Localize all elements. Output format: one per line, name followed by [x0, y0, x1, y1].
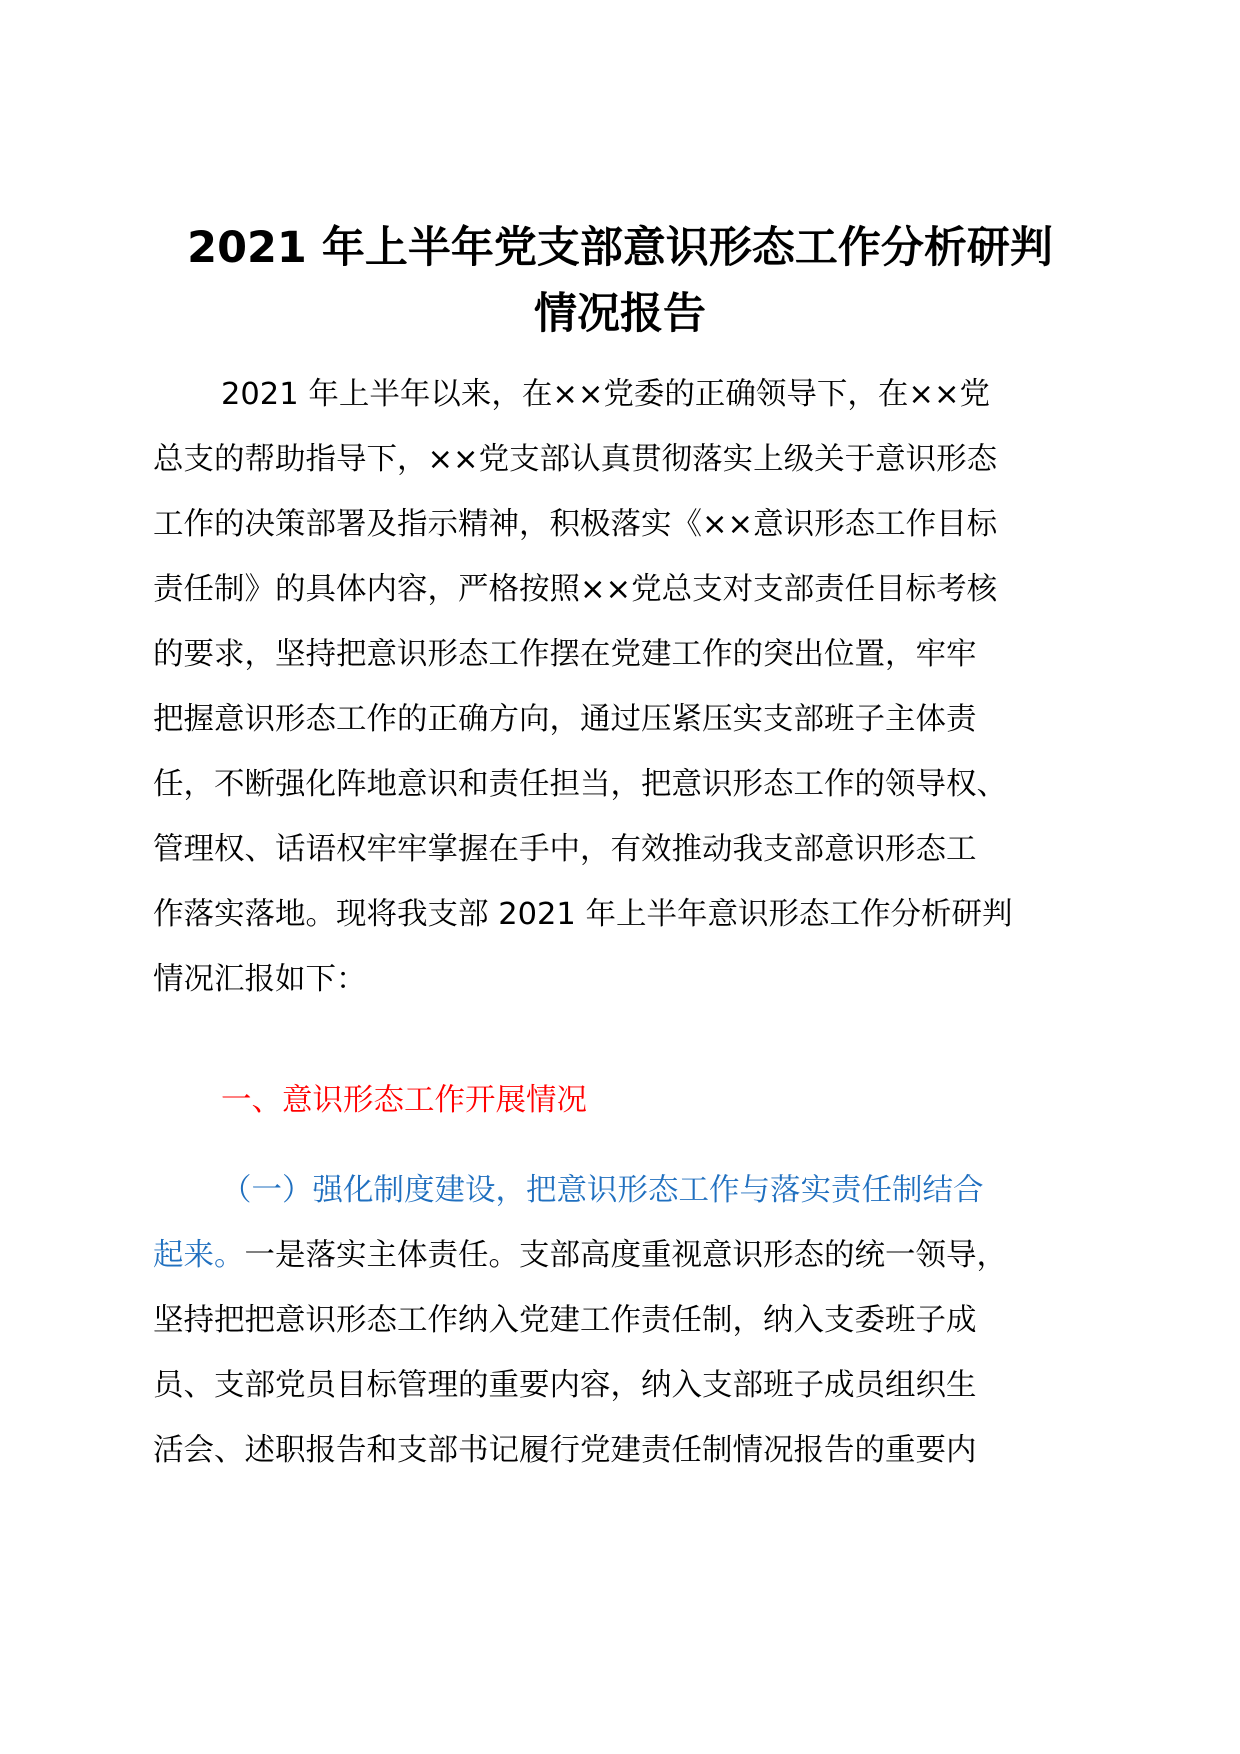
intro-line-10: 情况汇报如下： [153, 962, 367, 997]
subsection-1-line-2-text: 一是落实主体责任。支部高度重视意识形态的统一领导， [244, 1238, 1007, 1273]
document-title-line-1: 2021 年上半年党支部意识形态工作分析研判 [187, 223, 1053, 273]
intro-line-5: 的要求，坚持把意识形态工作摆在党建工作的突出位置，牢牢 [153, 637, 977, 672]
subsection-1-line-5: 活会、述职报告和支部书记履行党建责任制情况报告的重要内 [153, 1433, 977, 1468]
document-title [150, 215, 1090, 347]
intro-line-1: 2021 年上半年以来，在××党委的正确领导下，在××党 [221, 377, 991, 412]
intro-line-7: 任，不断强化阵地意识和责任担当，把意识形态工作的领导权、 [153, 767, 1007, 802]
intro-line-2: 总支的帮助指导下，××党支部认真贯彻落实上级关于意识形态 [153, 442, 998, 477]
section-1 [153, 1068, 1087, 1133]
subsection-1-line-2 [153, 1223, 1087, 1288]
subsection-1-line-3: 坚持把把意识形态工作纳入党建工作责任制，纳入支委班子成 [153, 1303, 977, 1338]
document-title-line-2: 情况报告 [534, 289, 706, 339]
subsection-1-heading: （一）强化制度建设，把意识形态工作与落实责任制结合 [221, 1173, 984, 1208]
intro-paragraph [153, 362, 1087, 1012]
intro-line-6: 把握意识形态工作的正确方向，通过压紧压实支部班子主体责 [153, 702, 977, 737]
intro-line-3: 工作的决策部署及指示精神，积极落实《××意识形态工作目标 [153, 507, 998, 542]
subsection-1-line-4: 员、支部党员目标管理的重要内容，纳入支部班子成员组织生 [153, 1368, 977, 1403]
intro-line-9: 作落实落地。现将我支部 2021 年上半年意识形态工作分析研判 [153, 897, 1013, 932]
section-1-heading: 一、意识形态工作开展情况 [221, 1083, 587, 1118]
subsection-1-paragraph [153, 1158, 1087, 1483]
subsection-1-heading-end: 起来。 [153, 1238, 245, 1273]
intro-line-4: 责任制》的具体内容，严格按照××党总支对支部责任目标考核 [153, 572, 998, 607]
intro-line-8: 管理权、话语权牢牢掌握在手中，有效推动我支部意识形态工 [153, 832, 977, 867]
